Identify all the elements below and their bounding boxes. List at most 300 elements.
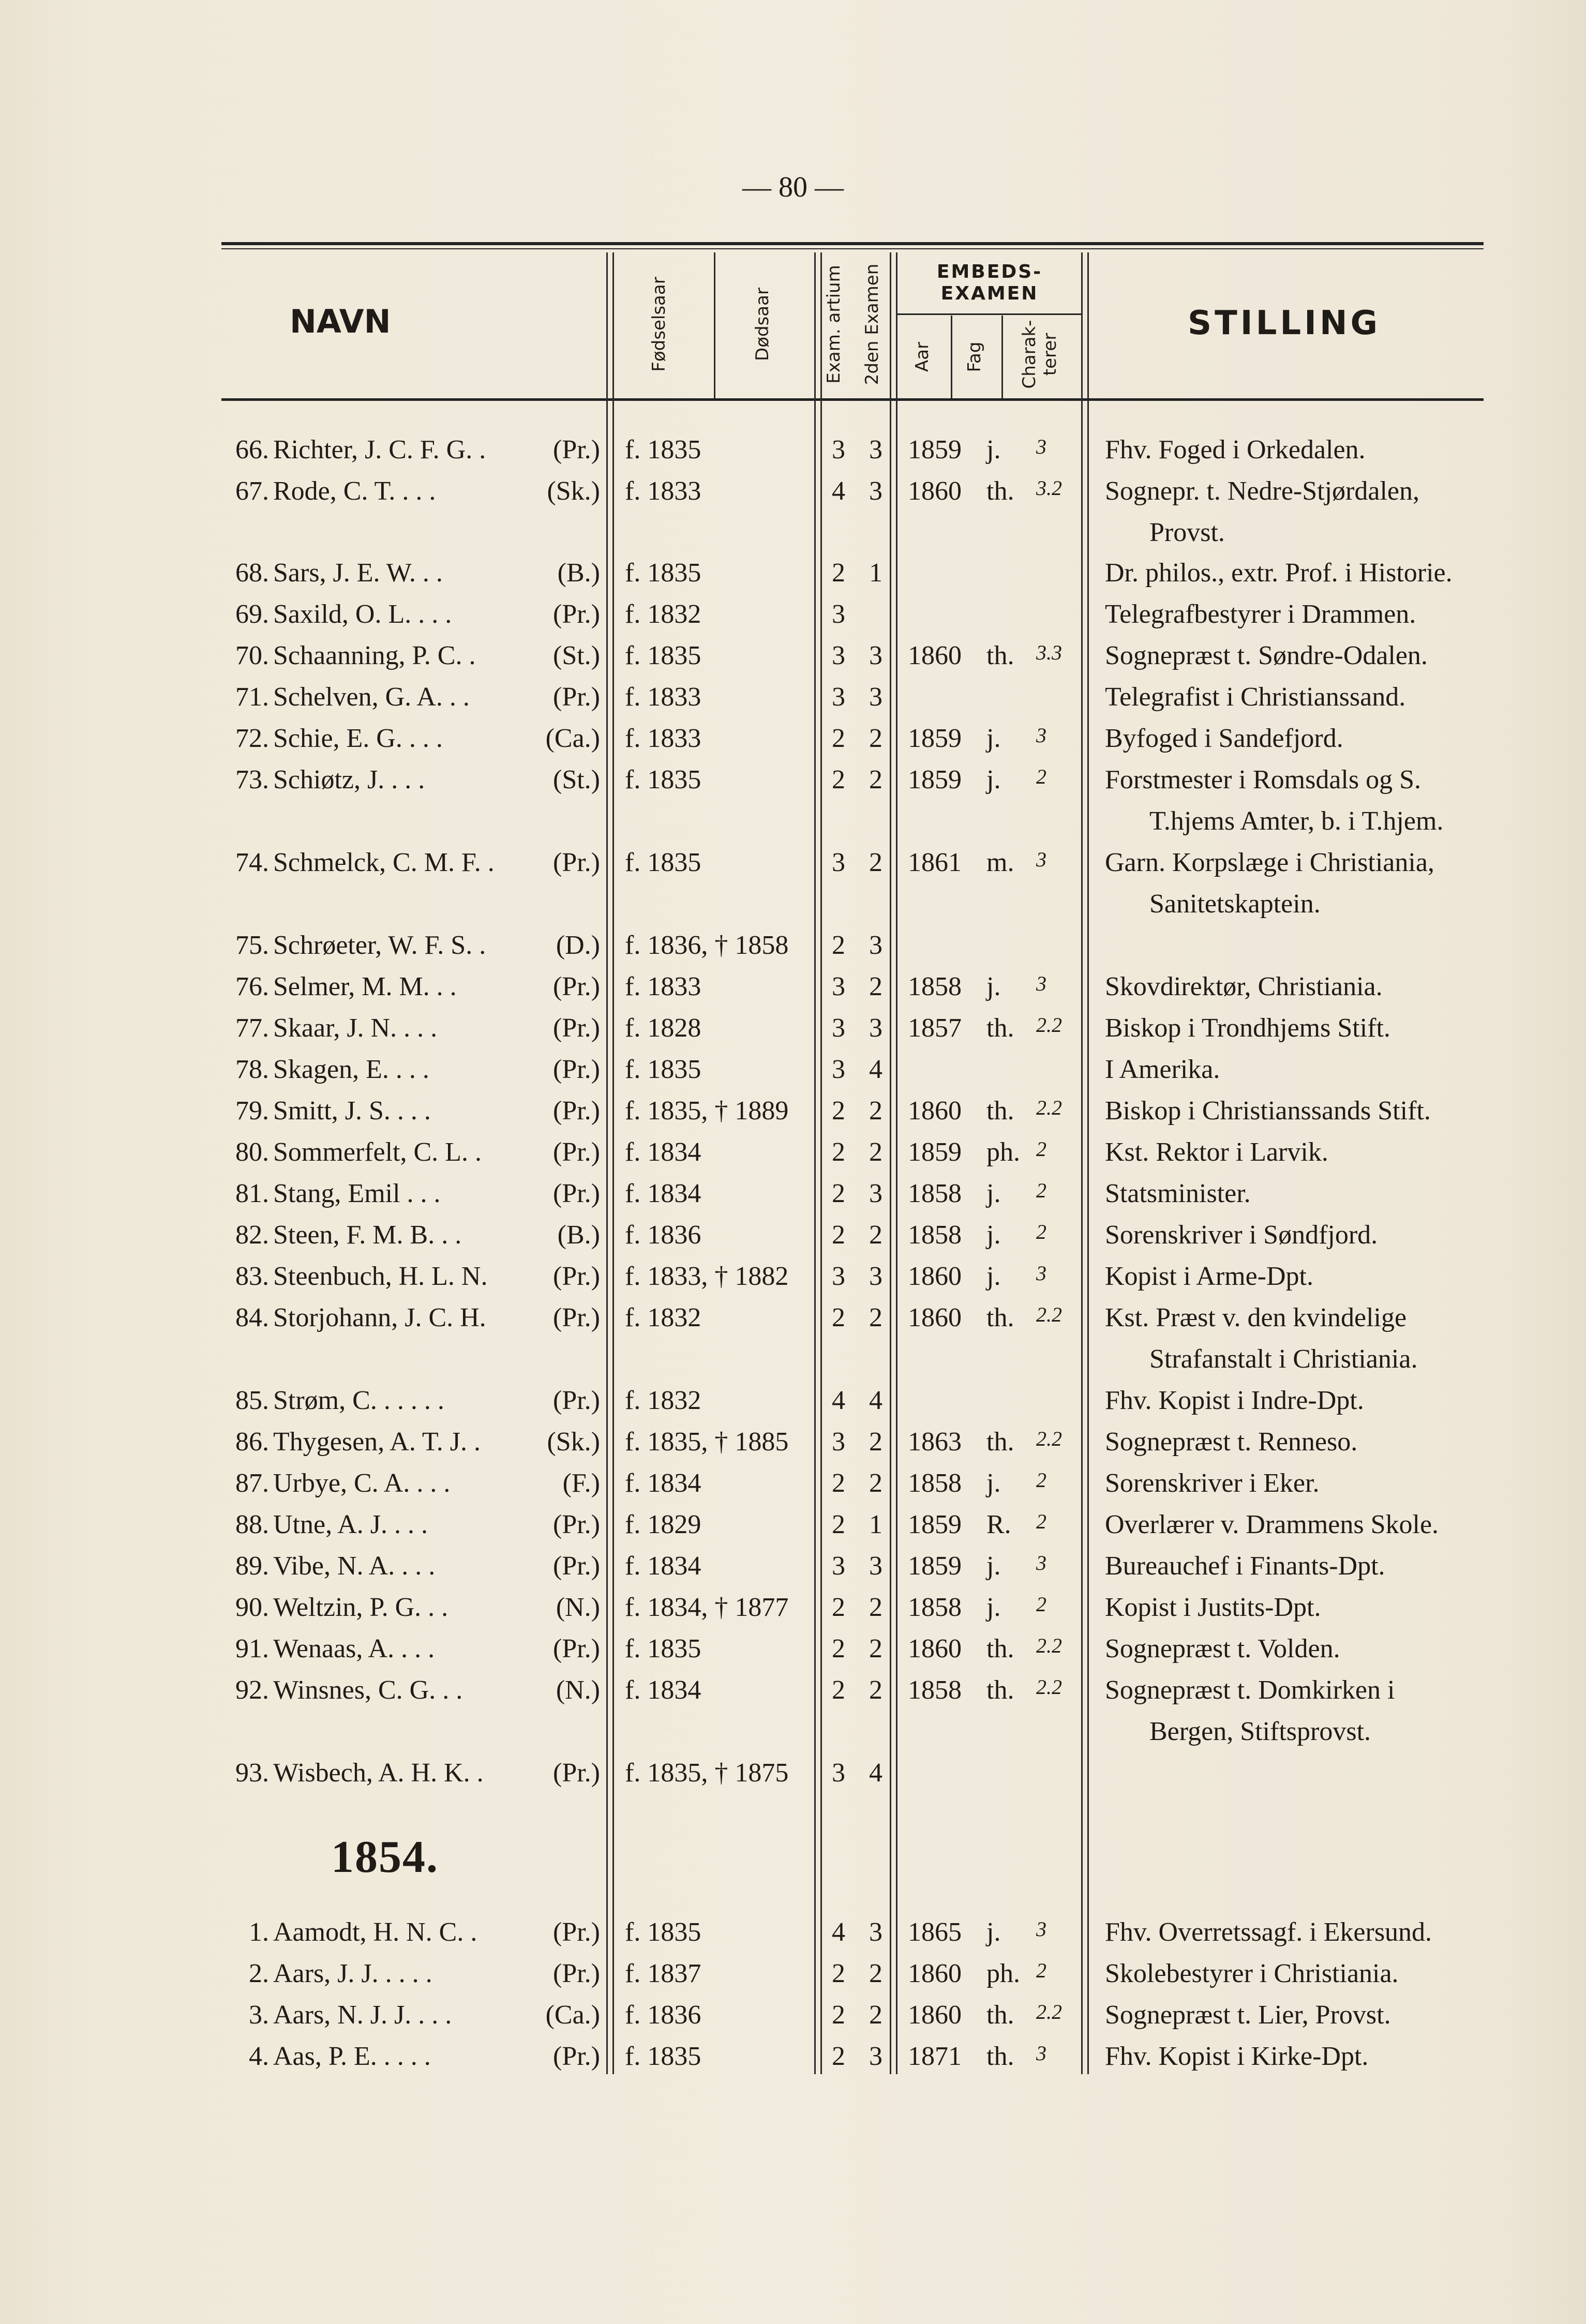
entry-exam-year: 1860: [908, 1634, 962, 1663]
entry-number: 76.: [235, 972, 269, 1001]
entry-subject: th.: [986, 476, 1014, 506]
page-number: — 80 —: [742, 171, 844, 203]
entry-grade: 3: [1036, 435, 1046, 458]
entry-exam-year: 1861: [908, 848, 962, 877]
entry-exam-artium: 3: [832, 1758, 845, 1788]
entry-diocese: (St.): [553, 765, 600, 794]
entry-name: Thygesen, A. T. J. .: [273, 1427, 481, 1457]
entry-position: Telegrafbestyrer i Drammen.: [1105, 599, 1416, 629]
entry-second-exam: 2: [869, 1427, 882, 1457]
entry-grade: 3: [1036, 2042, 1046, 2065]
entry-second-exam: 2: [869, 972, 882, 1001]
divider-header-aar: [951, 316, 952, 398]
entry-subject: th.: [986, 1427, 1014, 1457]
entry-diocese: (N.): [556, 1675, 600, 1705]
entry-number: 92.: [235, 1675, 269, 1705]
entry-exam-year: 1859: [908, 1137, 962, 1167]
entry-born: f. 1835: [625, 848, 701, 877]
entry-position: Biskop i Christianssands Stift.: [1105, 1096, 1431, 1126]
entry-exam-artium: 3: [832, 848, 845, 877]
entry-name: Rode, C. T. . . .: [273, 476, 436, 506]
entry-position: Fhv. Kopist i Kirke-Dpt.: [1105, 2042, 1369, 2071]
entry-name: Aars, J. J. . . . .: [273, 1959, 432, 1988]
entry-exam-year: 1858: [908, 1179, 962, 1208]
entry-second-exam: 4: [869, 1055, 882, 1084]
entry-grade: 3: [1036, 1917, 1046, 1941]
entry-subject: j.: [986, 972, 1001, 1001]
entry-subject: th.: [986, 1634, 1014, 1663]
entry-born: f. 1835: [625, 1055, 701, 1084]
entry-grade: 2: [1036, 1959, 1046, 1982]
entry-diocese: (Pr.): [553, 1917, 600, 1947]
entry-born: f. 1834: [625, 1137, 701, 1167]
entry-exam-year: 1860: [908, 1303, 962, 1332]
entry-position-continued: T.hjems Amter, b. i T.hjem.: [1149, 806, 1444, 836]
entry-grade: 3.2: [1036, 476, 1062, 500]
entry-exam-year: 1859: [908, 435, 962, 464]
entry-born: f. 1835, † 1889: [625, 1096, 789, 1126]
entry-born: f. 1835: [625, 1917, 701, 1947]
entry-second-exam: 3: [869, 931, 882, 960]
entry-second-exam: 3: [869, 1917, 882, 1947]
entry-subject: ph.: [986, 1137, 1020, 1167]
header-exam-artium: Exam. artium: [824, 265, 844, 384]
entry-exam-artium: 2: [832, 2000, 845, 2030]
entry-grade: 2.2: [1036, 1427, 1062, 1450]
entry-second-exam: 3: [869, 1013, 882, 1043]
entry-number: 71.: [235, 682, 269, 712]
entry-name: Storjohann, J. C. H.: [273, 1303, 486, 1332]
entry-exam-artium: 2: [832, 931, 845, 960]
entry-born: f. 1834: [625, 1179, 701, 1208]
entry-exam-year: 1859: [908, 1551, 962, 1581]
entry-name: Schmelck, C. M. F. .: [273, 848, 495, 877]
entry-exam-artium: 4: [832, 1917, 845, 1947]
entry-exam-artium: 3: [832, 972, 845, 1001]
entry-position: Sognepræst t. Lier, Provst.: [1105, 2000, 1391, 2030]
entry-subject: j.: [986, 1917, 1001, 1947]
entry-diocese: (Pr.): [553, 599, 600, 629]
entry-diocese: (Pr.): [553, 435, 600, 464]
entry-number: 66.: [235, 435, 269, 464]
entry-number: 67.: [235, 476, 269, 506]
entry-exam-year: 1860: [908, 2000, 962, 2030]
entry-exam-artium: 2: [832, 724, 845, 753]
entry-position: Sognepræst t. Renneso.: [1105, 1427, 1358, 1457]
entry-grade: 2: [1036, 1220, 1046, 1243]
header-charakterer: Charak- terer: [1019, 320, 1060, 389]
entry-born: f. 1833, † 1882: [625, 1262, 789, 1291]
entry-grade: 2: [1036, 1510, 1046, 1533]
entry-diocese: (Pr.): [553, 1303, 600, 1332]
entry-name: Winsnes, C. G. . .: [273, 1675, 463, 1705]
entry-diocese: (Sk.): [547, 1427, 600, 1457]
entry-subject: m.: [986, 848, 1014, 877]
entry-grade: 3.3: [1036, 641, 1062, 664]
entry-exam-artium: 3: [832, 1055, 845, 1084]
entry-position: Kopist i Arme-Dpt.: [1105, 1262, 1313, 1291]
entry-position: Sognepræst t. Volden.: [1105, 1634, 1340, 1663]
entry-name: Aas, P. E. . . . .: [273, 2042, 431, 2071]
entry-exam-artium: 2: [832, 1096, 845, 1126]
entry-subject: j.: [986, 1220, 1001, 1250]
entry-diocese: (Pr.): [553, 972, 600, 1001]
entry-subject: j.: [986, 1179, 1001, 1208]
entry-name: Utne, A. J. . . .: [273, 1510, 428, 1539]
entry-exam-artium: 2: [832, 558, 845, 588]
entry-diocese: (St.): [553, 641, 600, 670]
entry-diocese: (Pr.): [553, 1262, 600, 1291]
entry-diocese: (Pr.): [553, 1959, 600, 1988]
entry-born: f. 1835: [625, 558, 701, 588]
entry-exam-year: 1858: [908, 1220, 962, 1250]
entry-position: Sognepræst t. Domkirken i: [1105, 1675, 1395, 1705]
entry-position: Kst. Præst v. den kvindelige: [1105, 1303, 1407, 1332]
entry-born: f. 1832: [625, 1303, 701, 1332]
entry-diocese: (F.): [562, 1468, 600, 1498]
entry-subject: j.: [986, 1551, 1001, 1581]
entry-exam-year: 1858: [908, 972, 962, 1001]
entry-diocese: (B.): [557, 558, 600, 588]
entry-grade: 2: [1036, 1593, 1046, 1616]
entry-diocese: (Pr.): [553, 2042, 600, 2071]
entry-born: f. 1835: [625, 765, 701, 794]
entry-exam-artium: 2: [832, 1137, 845, 1167]
entry-diocese: (Pr.): [553, 848, 600, 877]
divider-navn: [606, 252, 608, 2074]
entry-second-exam: 4: [869, 1758, 882, 1788]
entry-exam-year: 1858: [908, 1468, 962, 1498]
entry-exam-artium: 2: [832, 1675, 845, 1705]
entry-subject: j.: [986, 724, 1001, 753]
entry-exam-artium: 3: [832, 682, 845, 712]
entry-number: 83.: [235, 1262, 269, 1291]
entry-name: Schiøtz, J. . . .: [273, 765, 425, 794]
entry-second-exam: 2: [869, 1468, 882, 1498]
divider-header-fag: [1001, 316, 1003, 398]
entry-number: 1.: [249, 1917, 269, 1947]
entry-grade: 2: [1036, 1468, 1046, 1492]
header-top-rule-thin: [221, 248, 1484, 249]
entry-exam-artium: 2: [832, 1510, 845, 1539]
entry-diocese: (N.): [556, 1593, 600, 1622]
entry-exam-year: 1871: [908, 2042, 962, 2071]
section-year-1854: 1854.: [331, 1832, 439, 1882]
entry-grade: 2: [1036, 1179, 1046, 1202]
entry-grade: 3: [1036, 848, 1046, 871]
entry-number: 93.: [235, 1758, 269, 1788]
header-top-rule: [221, 242, 1484, 245]
entry-born: f. 1833: [625, 476, 701, 506]
entry-exam-artium: 3: [832, 435, 845, 464]
entry-grade: 3: [1036, 972, 1046, 995]
entry-exam-artium: 3: [832, 1262, 845, 1291]
header-embedsexamen: EMBEDS- EXAMEN: [936, 261, 1043, 304]
entry-exam-year: 1860: [908, 1262, 962, 1291]
entry-exam-artium: 2: [832, 1179, 845, 1208]
entry-name: Schaanning, P. C. .: [273, 641, 476, 670]
entry-exam-year: 1865: [908, 1917, 962, 1947]
entry-born: f. 1834: [625, 1675, 701, 1705]
entry-born: f. 1828: [625, 1013, 701, 1043]
entry-grade: 2.2: [1036, 1096, 1062, 1119]
entry-position: Garn. Korpslæge i Christiania,: [1105, 848, 1434, 877]
entry-number: 74.: [235, 848, 269, 877]
entry-position: Telegrafist i Christianssand.: [1105, 682, 1406, 712]
entry-name: Steenbuch, H. L. N.: [273, 1262, 488, 1291]
entry-born: f. 1832: [625, 599, 701, 629]
entry-exam-year: 1857: [908, 1013, 962, 1043]
entry-position: Fhv. Kopist i Indre-Dpt.: [1105, 1386, 1364, 1415]
entry-diocese: (D.): [556, 931, 600, 960]
entry-exam-artium: 2: [832, 1468, 845, 1498]
entry-subject: R.: [986, 1510, 1011, 1539]
entry-diocese: (Ca.): [545, 2000, 600, 2030]
entry-exam-year: 1860: [908, 1096, 962, 1126]
entry-second-exam: 3: [869, 1551, 882, 1581]
entry-exam-year: 1860: [908, 476, 962, 506]
entry-second-exam: 3: [869, 1179, 882, 1208]
entry-exam-year: 1858: [908, 1675, 962, 1705]
entry-subject: th.: [986, 641, 1014, 670]
header-fodselsaar: Fødselsaar: [649, 277, 669, 372]
entry-position: Biskop i Trondhjems Stift.: [1105, 1013, 1390, 1043]
entry-exam-artium: 3: [832, 1551, 845, 1581]
entry-position: Statsminister.: [1105, 1179, 1251, 1208]
entry-number: 81.: [235, 1179, 269, 1208]
divider-dodsaar: [814, 252, 816, 2074]
entry-exam-year: 1858: [908, 1593, 962, 1622]
entry-number: 84.: [235, 1303, 269, 1332]
entry-exam-artium: 3: [832, 1427, 845, 1457]
entry-exam-artium: 3: [832, 599, 845, 629]
entry-position: Overlærer v. Drammens Skole.: [1105, 1510, 1439, 1539]
entry-second-exam: 3: [869, 2042, 882, 2071]
entry-second-exam: 2: [869, 1137, 882, 1167]
entry-diocese: (Pr.): [553, 1179, 600, 1208]
entry-born: f. 1835: [625, 2042, 701, 2071]
entry-position: Sognepr. t. Nedre-Stjørdalen,: [1105, 476, 1419, 506]
entry-second-exam: 2: [869, 1303, 882, 1332]
entry-subject: j.: [986, 765, 1001, 794]
entry-born: f. 1832: [625, 1386, 701, 1415]
entry-born: f. 1836, † 1858: [625, 931, 789, 960]
entry-name: Skagen, E. . . .: [273, 1055, 429, 1084]
entry-second-exam: 2: [869, 1096, 882, 1126]
entry-subject: th.: [986, 2000, 1014, 2030]
entry-name: Schrøeter, W. F. S. .: [273, 931, 486, 960]
entry-exam-artium: 2: [832, 1959, 845, 1988]
entry-subject: th.: [986, 1096, 1014, 1126]
entry-born: f. 1836: [625, 1220, 701, 1250]
entry-grade: 2.2: [1036, 1303, 1062, 1326]
entry-diocese: (B.): [557, 1220, 600, 1250]
entry-diocese: (Pr.): [553, 1758, 600, 1788]
divider-header-dods: [714, 252, 715, 398]
divider-stilling: [1081, 252, 1083, 2074]
divider-stilling-double: [1087, 252, 1089, 2074]
entry-number: 80.: [235, 1137, 269, 1167]
entry-second-exam: 3: [869, 682, 882, 712]
entry-born: f. 1836: [625, 2000, 701, 2030]
entry-name: Aamodt, H. N. C. .: [273, 1917, 477, 1947]
header-navn: NAVN: [290, 303, 391, 340]
entry-exam-artium: 2: [832, 1303, 845, 1332]
entry-name: Wisbech, A. H. K. .: [273, 1758, 484, 1788]
entry-exam-year: 1859: [908, 765, 962, 794]
entry-second-exam: 2: [869, 1959, 882, 1988]
entry-born: f. 1833: [625, 724, 701, 753]
entry-grade: 2.2: [1036, 2000, 1062, 2023]
entry-position: Forstmester i Romsdals og S.: [1105, 765, 1422, 794]
entry-name: Weltzin, P. G. . .: [273, 1593, 448, 1622]
divider-exam: [820, 252, 822, 2074]
entry-second-exam: 3: [869, 1262, 882, 1291]
entry-exam-artium: 2: [832, 1220, 845, 1250]
entry-position-continued: Strafanstalt i Christiania.: [1149, 1344, 1418, 1374]
entry-name: Selmer, M. M. . .: [273, 972, 457, 1001]
divider-navn-double: [612, 252, 614, 2074]
entry-born: f. 1835, † 1875: [625, 1758, 789, 1788]
entry-exam-artium: 4: [832, 476, 845, 506]
entry-name: Sars, J. E. W. . .: [273, 558, 443, 588]
entry-number: 68.: [235, 558, 269, 588]
entry-exam-year: 1860: [908, 1959, 962, 1988]
entry-number: 3.: [249, 2000, 269, 2030]
entry-diocese: (Pr.): [553, 1634, 600, 1663]
entry-position: I Amerika.: [1105, 1055, 1220, 1084]
entry-grade: 3: [1036, 1551, 1046, 1575]
entry-position: Byfoged i Sandefjord.: [1105, 724, 1343, 753]
entry-name: Schelven, G. A. . .: [273, 682, 470, 712]
entry-position: Kst. Rektor i Larvik.: [1105, 1137, 1328, 1167]
entry-number: 79.: [235, 1096, 269, 1126]
entry-position: Sorenskriver i Søndfjord.: [1105, 1220, 1378, 1250]
entry-diocese: (Pr.): [553, 1386, 600, 1415]
entry-number: 87.: [235, 1468, 269, 1498]
entry-name: Steen, F. M. B. . .: [273, 1220, 462, 1250]
entry-number: 72.: [235, 724, 269, 753]
entry-diocese: (Pr.): [553, 1096, 600, 1126]
entry-name: Vibe, N. A. . . .: [273, 1551, 436, 1581]
entry-number: 86.: [235, 1427, 269, 1457]
entry-name: Aars, N. J. J. . . .: [273, 2000, 452, 2030]
entry-name: Stang, Emil . . .: [273, 1179, 441, 1208]
entry-position-continued: Sanitetskaptein.: [1149, 889, 1321, 919]
entry-subject: j.: [986, 1262, 1001, 1291]
entry-number: 4.: [249, 2042, 269, 2071]
entry-born: f. 1834: [625, 1468, 701, 1498]
entry-second-exam: 2: [869, 1593, 882, 1622]
entry-subject: j.: [986, 1468, 1001, 1498]
entry-grade: 3: [1036, 724, 1046, 747]
header-fag: Fag: [964, 341, 985, 372]
entry-number: 75.: [235, 931, 269, 960]
entry-second-exam: 2: [869, 2000, 882, 2030]
entry-second-exam: 3: [869, 476, 882, 506]
entry-exam-artium: 4: [832, 1386, 845, 1415]
entry-position: Kopist i Justits-Dpt.: [1105, 1593, 1321, 1622]
entry-diocese: (Pr.): [553, 1551, 600, 1581]
entry-second-exam: 1: [869, 1510, 882, 1539]
entry-second-exam: 3: [869, 435, 882, 464]
entry-born: f. 1835, † 1885: [625, 1427, 789, 1457]
entry-second-exam: 3: [869, 641, 882, 670]
entry-position-continued: Provst.: [1149, 518, 1225, 547]
entry-born: f. 1833: [625, 682, 701, 712]
entry-number: 2.: [249, 1959, 269, 1988]
entry-position: Bureauchef i Finants-Dpt.: [1105, 1551, 1385, 1581]
entry-number: 69.: [235, 599, 269, 629]
entry-second-exam: 2: [869, 1634, 882, 1663]
entry-name: Skaar, J. N. . . .: [273, 1013, 438, 1043]
entry-born: f. 1833: [625, 972, 701, 1001]
entry-exam-year: 1859: [908, 724, 962, 753]
entry-born: f. 1834: [625, 1551, 701, 1581]
entry-subject: th.: [986, 1303, 1014, 1332]
entry-grade: 3: [1036, 1262, 1046, 1285]
entry-grade: 2: [1036, 1137, 1046, 1161]
entry-name: Strøm, C. . . . . .: [273, 1386, 444, 1415]
header-anden-examen: 2den Examen: [862, 263, 882, 385]
entry-position: Skovdirektør, Christiania.: [1105, 972, 1383, 1001]
entry-grade: 2.2: [1036, 1013, 1062, 1037]
entry-number: 78.: [235, 1055, 269, 1084]
entry-number: 77.: [235, 1013, 269, 1043]
entry-number: 73.: [235, 765, 269, 794]
entry-position-continued: Bergen, Stiftsprovst.: [1149, 1717, 1371, 1746]
entry-born: f. 1835: [625, 1634, 701, 1663]
entry-born: f. 1835: [625, 435, 701, 464]
entry-name: Schie, E. G. . . .: [273, 724, 443, 753]
entry-subject: ph.: [986, 1959, 1020, 1988]
entry-second-exam: 2: [869, 1220, 882, 1250]
entry-born: f. 1834, † 1877: [625, 1593, 789, 1622]
entry-second-exam: 4: [869, 1386, 882, 1415]
entry-number: 82.: [235, 1220, 269, 1250]
entry-born: f. 1829: [625, 1510, 701, 1539]
entry-grade: 2: [1036, 765, 1046, 788]
entry-exam-artium: 2: [832, 1634, 845, 1663]
entry-diocese: (Pr.): [553, 682, 600, 712]
entry-subject: j.: [986, 435, 1001, 464]
entry-born: f. 1835: [625, 641, 701, 670]
entry-diocese: (Pr.): [553, 1055, 600, 1084]
entry-exam-year: 1859: [908, 1510, 962, 1539]
entry-diocese: (Pr.): [553, 1013, 600, 1043]
entry-diocese: (Sk.): [547, 476, 600, 506]
divider-embeds: [890, 252, 891, 2074]
entry-subject: th.: [986, 1013, 1014, 1043]
entry-name: Saxild, O. L. . . .: [273, 599, 452, 629]
entry-number: 85.: [235, 1386, 269, 1415]
entry-position: Dr. philos., extr. Prof. i Historie.: [1105, 558, 1453, 588]
entry-exam-artium: 2: [832, 1593, 845, 1622]
entry-exam-year: 1860: [908, 641, 962, 670]
entry-number: 89.: [235, 1551, 269, 1581]
header-stilling: STILLING: [1188, 304, 1381, 342]
entry-exam-artium: 2: [832, 765, 845, 794]
entry-name: Smitt, J. S. . . .: [273, 1096, 431, 1126]
entry-name: Sommerfelt, C. L. .: [273, 1137, 482, 1167]
entry-subject: j.: [986, 1593, 1001, 1622]
entry-name: Richter, J. C. F. G. .: [273, 435, 486, 464]
entry-number: 91.: [235, 1634, 269, 1663]
entry-exam-year: 1863: [908, 1427, 962, 1457]
divider-embeds-double: [896, 252, 897, 2074]
entry-second-exam: 2: [869, 724, 882, 753]
entry-subject: th.: [986, 2042, 1014, 2071]
